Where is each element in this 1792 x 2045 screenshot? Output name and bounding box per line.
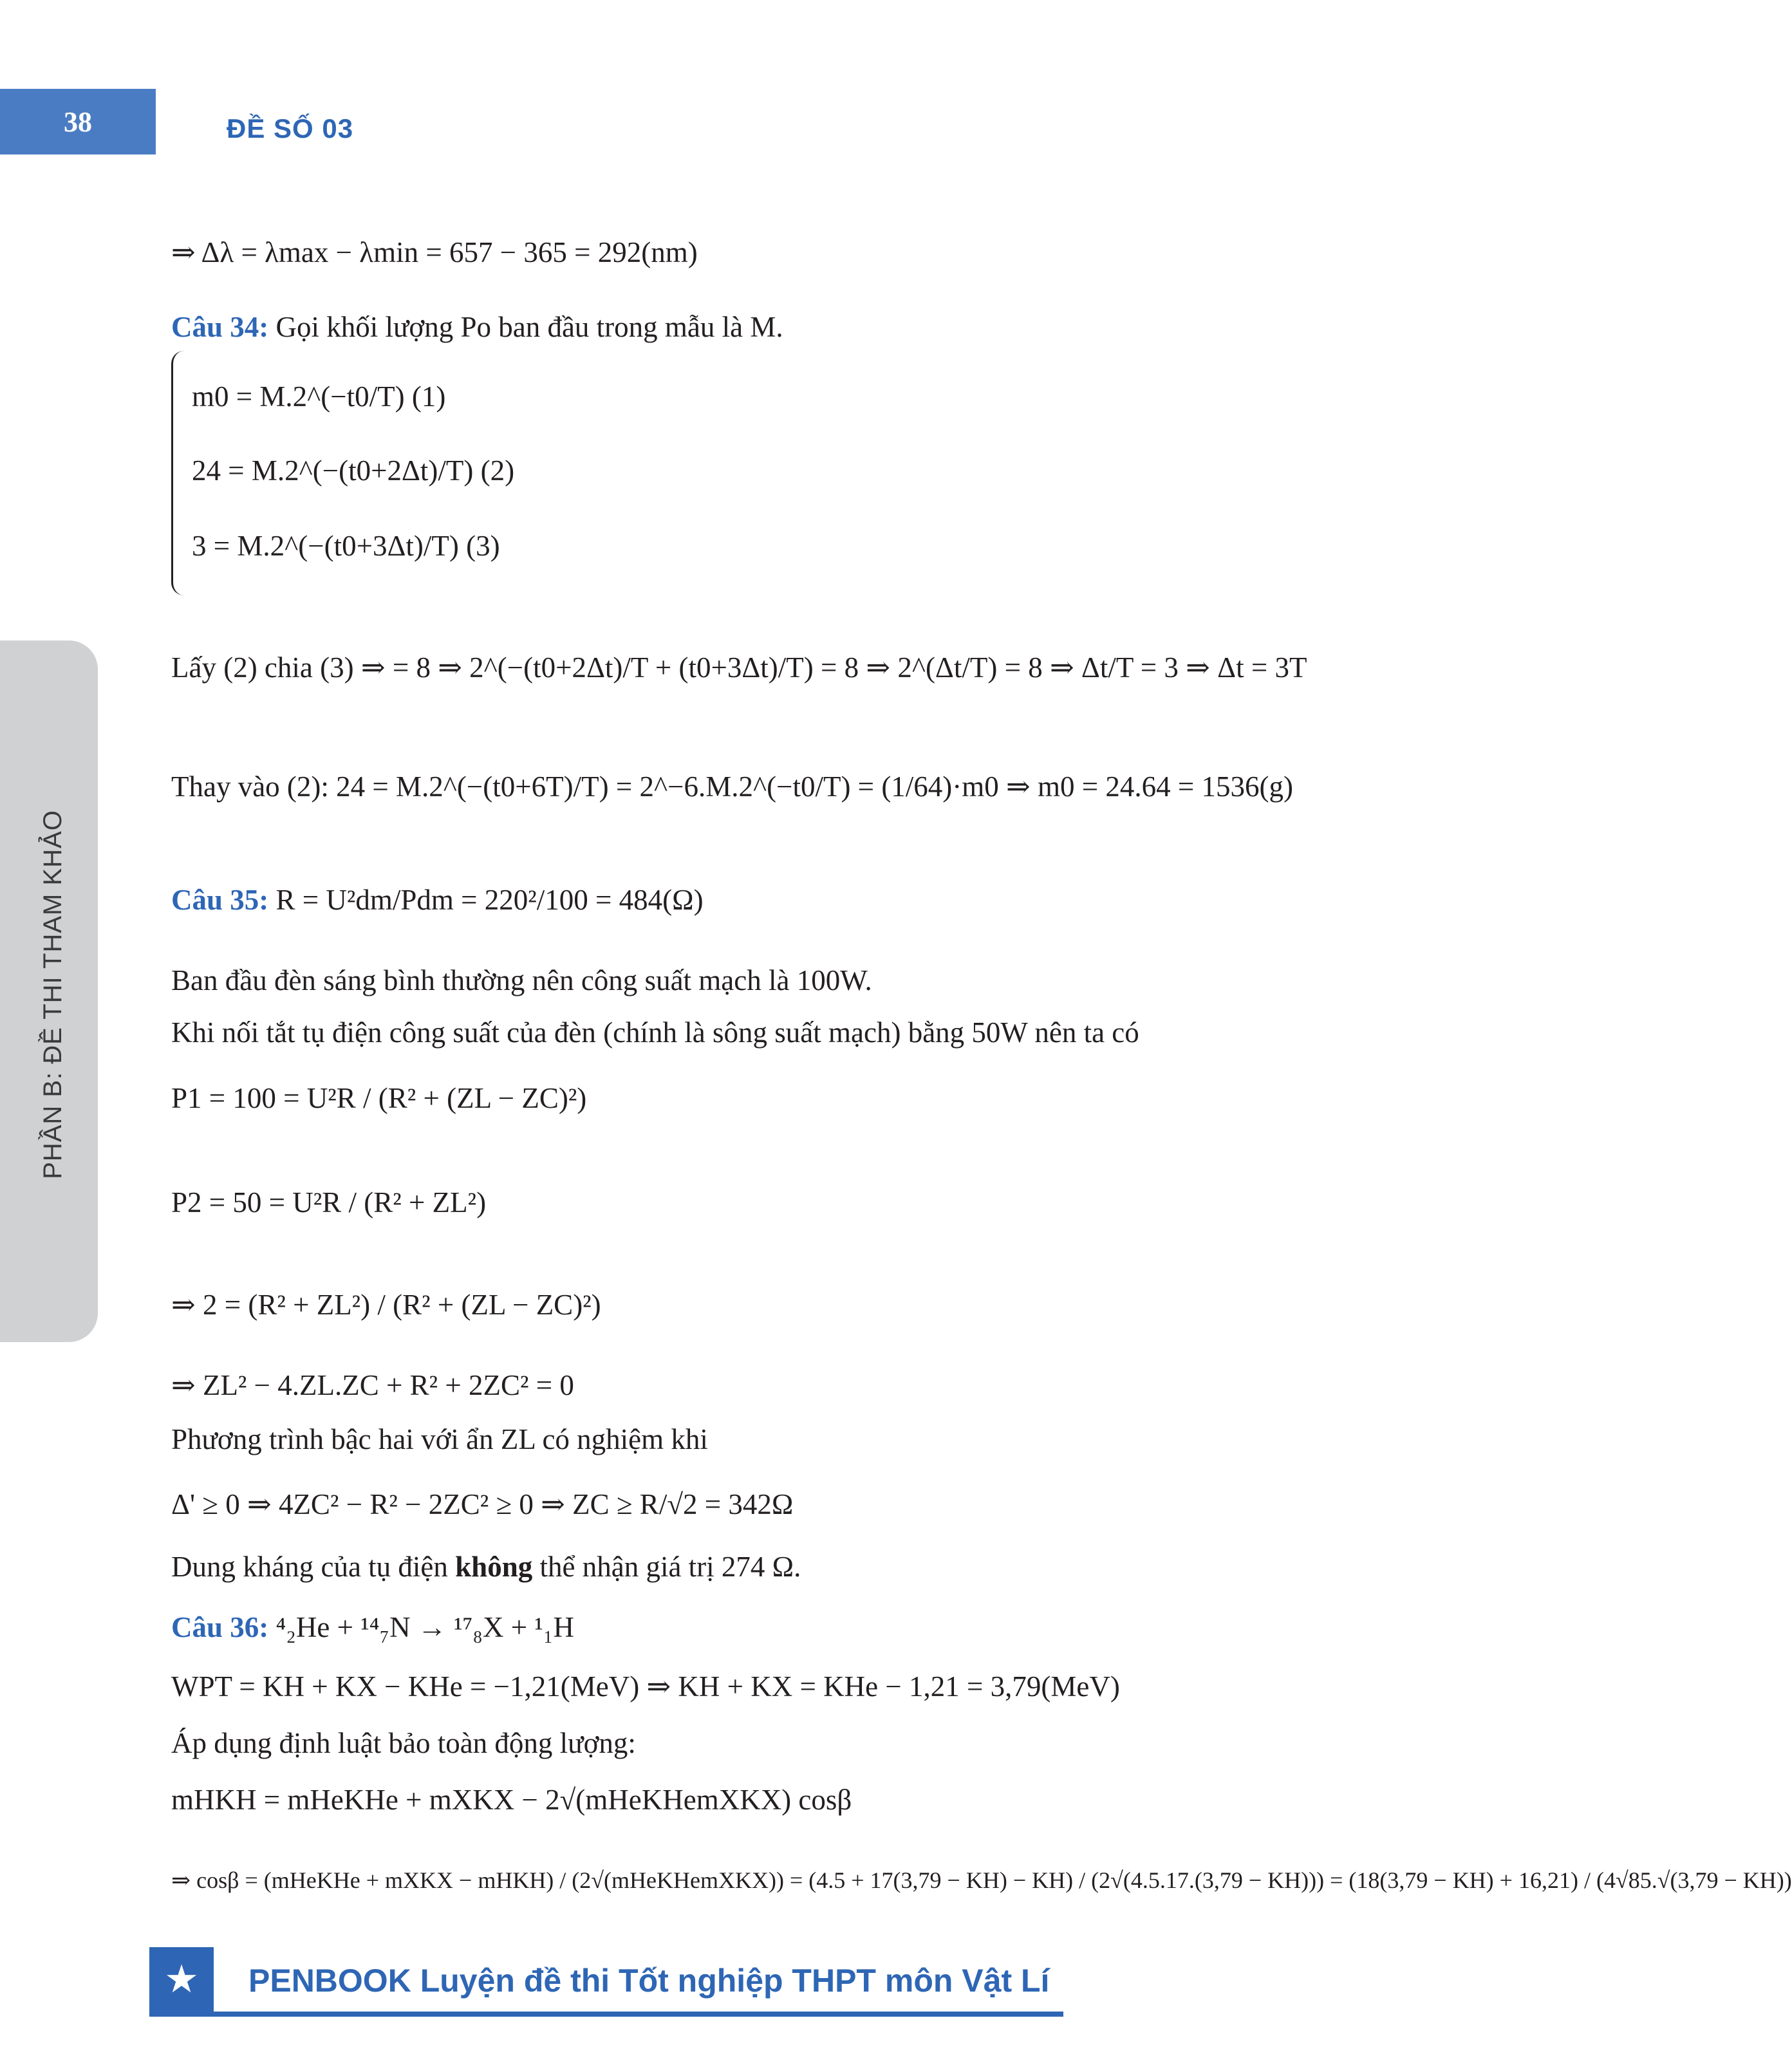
page-number: 38 <box>0 89 156 154</box>
divide-text: Lấy (2) chia (3) ⇒ <box>171 651 386 684</box>
eq-discriminant: Δ' ≥ 0 ⇒ 4ZC² − R² − 2ZC² ≥ 0 ⇒ ZC ≥ R/√2 = 342Ω <box>171 1488 794 1520</box>
conclusion-emphasis: không <box>455 1551 533 1583</box>
conclusion-text-a: Dung kháng của tụ điện <box>171 1551 448 1583</box>
resistance-formula: R = U²dm/Pdm = 220²/100 = 484(Ω) <box>275 884 704 916</box>
footer-rule <box>149 2012 1063 2017</box>
eq-cosbeta: ⇒ cosβ = (mHeKHe + mXKX − mHKH) / (2√(mHeKHemXKX)) = (4.5 + 17(3,79 − KH) − KH) / (2√(4.5.17.(3,79 − KH))) = (18(3,79 − KH) + 16,21) / (4√85.√(3,79 − KH)) <box>171 1867 1792 1893</box>
nuclear-reaction: ⁴₂He + ¹⁴₇N → ¹⁷₈X + ¹₁H <box>275 1611 575 1643</box>
question-34 <box>171 310 783 344</box>
line-substitute: Thay vào (2): 24 = M.2^(−(t0+6T)/T) = 2^−6.M.2^(−t0/T) = (1/64)·m0 ⇒ m0 = 24.64 = 1536(g) <box>171 770 1293 803</box>
eq-ratio: ⇒ 2 = (R² + ZL²) / (R² + (ZL − ZC)²) <box>171 1289 601 1321</box>
system-eq-1: m0 = M.2^(−t0/T) (1) <box>192 380 446 413</box>
line-divide <box>171 650 1307 684</box>
eq-energy: WPT = KH + KX − KHe = −1,21(MeV) ⇒ KH + KX = KHe − 1,21 = 3,79(MeV) <box>171 1670 1120 1703</box>
system-eq-2: 24 = M.2^(−(t0+2Δt)/T) (2) <box>192 454 515 487</box>
system-brace <box>171 351 189 595</box>
question-text: Gọi khối lượng Po ban đầu trong mẫu là M. <box>275 311 783 343</box>
question-label: Câu 35: <box>171 884 269 916</box>
line-momentum-law: Áp dụng định luật bảo toàn động lượng: <box>171 1727 636 1759</box>
side-tab-text: PHẦN B: ĐỀ THI THAM KHẢO <box>39 810 67 1179</box>
line-initial-power: Ban đầu đèn sáng bình thường nên công suất mạch là 100W. <box>171 964 872 996</box>
eq-quadratic: ⇒ ZL² − 4.ZL.ZC + R² + 2ZC² = 0 <box>171 1369 574 1401</box>
line-conclusion <box>171 1550 801 1583</box>
line-short-circuit: Khi nối tắt tụ điện công suất của đèn (chính là sông suất mạch) bằng 50W nên ta có <box>171 1016 1139 1049</box>
line-delta-lambda: ⇒ Δλ = λmax − λmin = 657 − 365 = 292(nm) <box>171 236 698 268</box>
divide-math: = 8 ⇒ 2^(−(t0+2Δt)/T + (t0+3Δt)/T) = 8 ⇒ 2^(Δt/T) = 8 ⇒ Δt/T = 3 ⇒ Δt = 3T <box>392 651 1307 684</box>
question-36 <box>171 1611 574 1644</box>
book-people-icon: ★ <box>149 1947 214 2012</box>
question-label: Câu 36: <box>171 1611 269 1643</box>
eq-p2: P2 = 50 = U²R / (R² + ZL²) <box>171 1186 487 1219</box>
footer-title: PENBOOK Luyện đề thi Tốt nghiệp THPT môn Vật Lí <box>248 1963 1050 1999</box>
question-label: Câu 34: <box>171 311 269 343</box>
eq-momentum: mHKH = mHeKHe + mXKX − 2√(mHeKHemXKX) cosβ <box>171 1784 852 1816</box>
eq-p1: P1 = 100 = U²R / (R² + (ZL − ZC)²) <box>171 1082 587 1114</box>
system-eq-3: 3 = M.2^(−(t0+3Δt)/T) (3) <box>192 530 500 562</box>
question-35 <box>171 883 704 917</box>
line-quadratic-note: Phương trình bậc hai với ẩn ZL có nghiệm khi <box>171 1423 708 1455</box>
header-title: ĐỀ SỐ 03 <box>227 113 354 144</box>
conclusion-text-c: thể nhận giá trị 274 Ω. <box>539 1551 801 1583</box>
